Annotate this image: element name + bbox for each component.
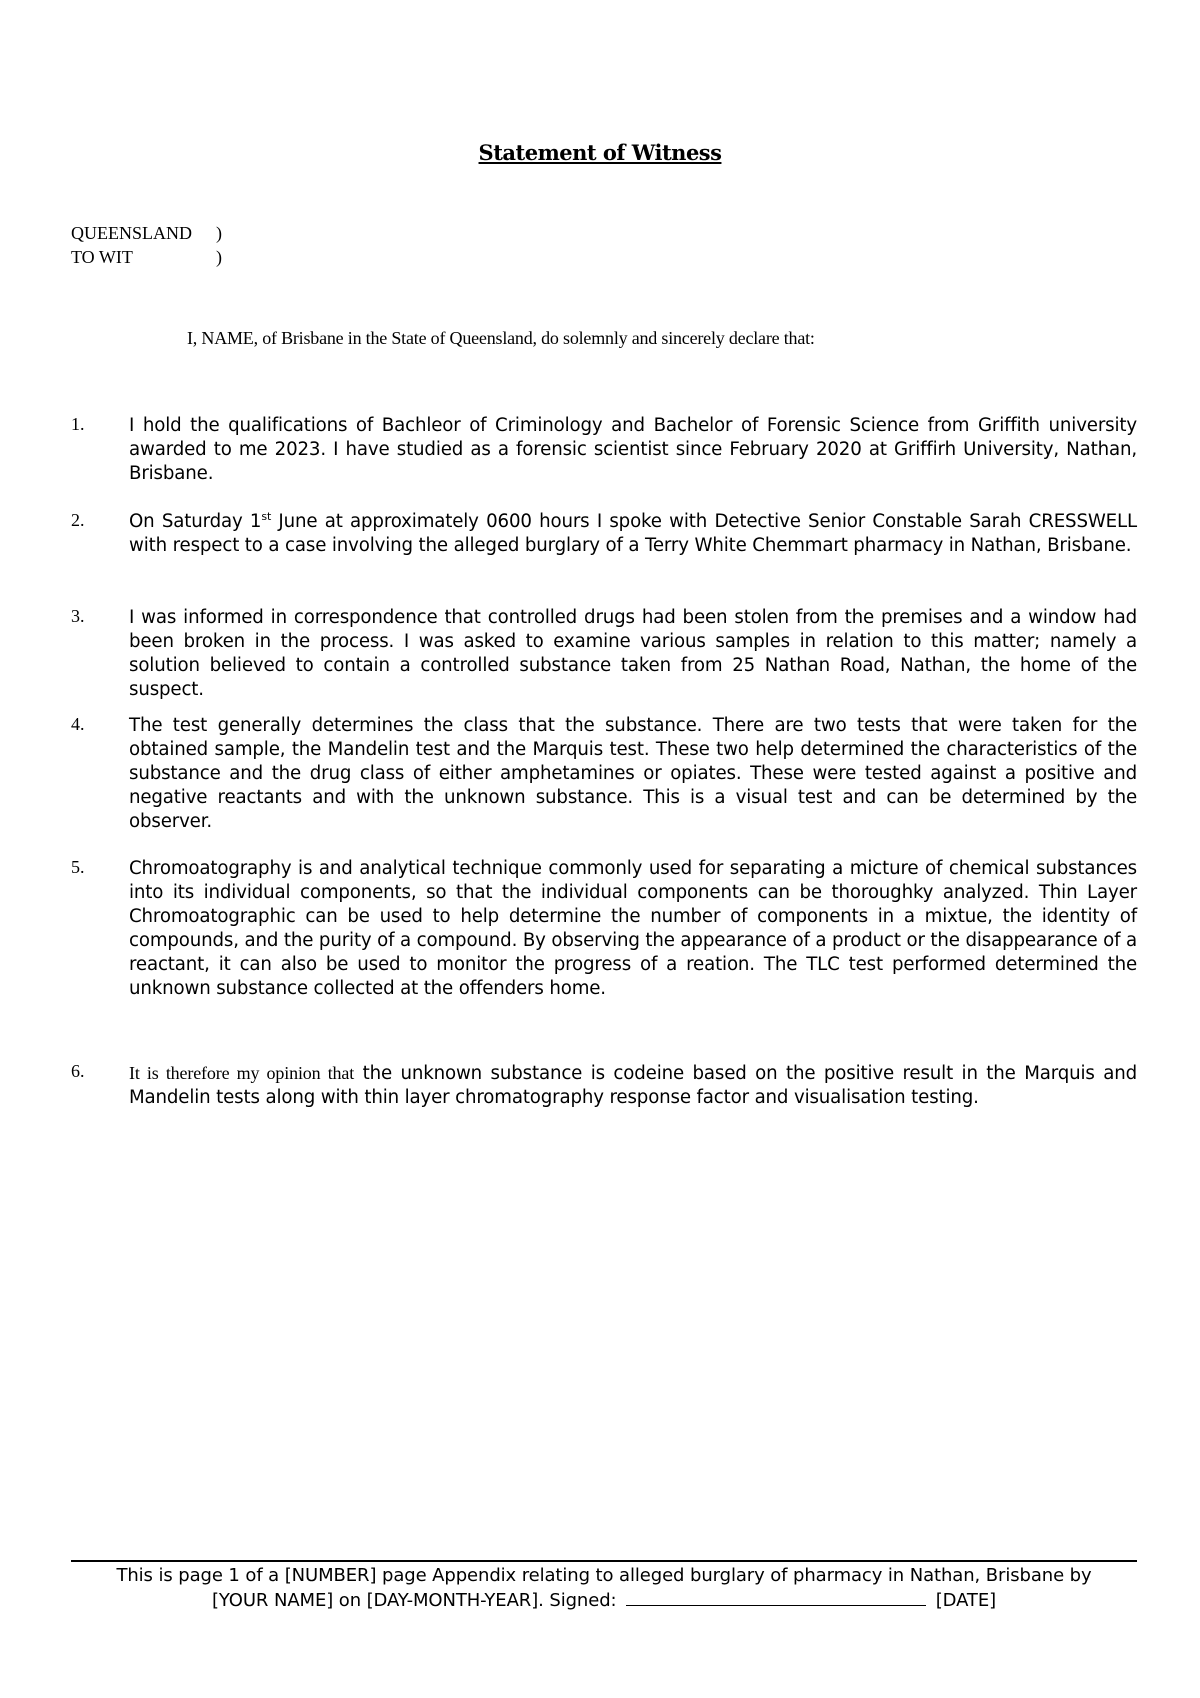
- page-footer: [71, 1564, 1137, 1613]
- paragraph-number: 5.: [71, 857, 85, 877]
- footer-date: [DATE]: [935, 1590, 997, 1611]
- footer-divider: [71, 1560, 1137, 1562]
- opinion-text: the unknown substance is codeine based on the positive result in the Marquis and Mandelin tests along with thin layer chromatography response factor and visualisation testing.: [129, 1063, 1138, 1108]
- paragraph-number: 4.: [71, 714, 85, 734]
- paragraph-text-start: On Saturday 1: [129, 511, 262, 532]
- paragraph-number: 6.: [71, 1061, 85, 1081]
- paragraph-text: [129, 510, 1137, 558]
- opinion-lead: It is therefore my opinion that: [129, 1063, 355, 1083]
- paragraph-number: 1.: [71, 414, 85, 434]
- paragraph-text: The test generally determines the class that the substance. There are two tests that were taken for the obtained sample, the Mandelin test and the Marquis test. These two help determined the characteristics of the substance and the drug class of either amphetamines or opiates. These were tested against a positive and negative reactants and with the unknown substance. This is a visual test and can be determined by the observer.: [129, 715, 1137, 832]
- paragraph-text-rest: June at approximately 0600 hours I spoke with Detective Senior Constable Sarah CRESSWELL with respect to a case involving the alleged burglary of a Terry White Chemmart pharmacy in Nathan, Brisbane.: [129, 511, 1137, 556]
- paragraph-text: [129, 1061, 1137, 1110]
- footer-appendix-line: This is page 1 of a [NUMBER] page Appendix relating to alleged burglary of pharmacy in Nathan, Brisbane by: [116, 1565, 1092, 1586]
- paragraph-text: I was informed in correspondence that controlled drugs had been stolen from the premises and a window had been broken in the process. I was asked to examine various samples in relation to this matter; namely a solution believed to contain a controlled substance taken from 25 Nathan Road, Nathan, the home of the suspect.: [129, 607, 1137, 700]
- document-title: Statement of Witness: [478, 140, 722, 165]
- footer-signer: [YOUR NAME] on [DAY-MONTH-YEAR]. Signed:: [211, 1590, 617, 1611]
- paragraph-text: I hold the qualifications of Bachleor of Criminology and Bachelor of Forensic Science from Griffith university awarded to me 2023. I have studied as a forensic scientist since February 2020 at Griffirh University, Nathan, Brisbane.: [129, 415, 1137, 484]
- jurisdiction-paren: ): [216, 223, 222, 243]
- declaration-intro: I, NAME, of Brisbane in the State of Queensland, do solemnly and sincerely declare that:: [187, 328, 815, 348]
- paragraph-text: Chromoatography is and analytical technique commonly used for separating a micture of chemical substances into its individual components, so that the individual components can be thoroughky analyzed. Thin Layer Chromoatographic can be used to help determine the number of components in a mixtue, the identity of compounds, and the purity of a compound. By observing the appearance of a product or the disappearance of a reactant, it can also be used to monitor the progress of a reation. The TLC test performed determined the unknown substance collected at the offenders home.: [129, 858, 1137, 999]
- jurisdiction-line-1: [71, 223, 271, 244]
- paragraph-number: 2.: [71, 510, 85, 530]
- jurisdiction-paren: ): [216, 247, 222, 267]
- signature-field[interactable]: [626, 1588, 926, 1606]
- jurisdiction-to-wit: TO WIT: [71, 247, 133, 267]
- ordinal-suffix: st: [261, 510, 272, 523]
- jurisdiction-state: QUEENSLAND: [71, 223, 192, 243]
- jurisdiction-line-2: [71, 247, 271, 268]
- paragraph-number: 3.: [71, 606, 85, 626]
- footer-signature-line: [71, 1588, 1137, 1613]
